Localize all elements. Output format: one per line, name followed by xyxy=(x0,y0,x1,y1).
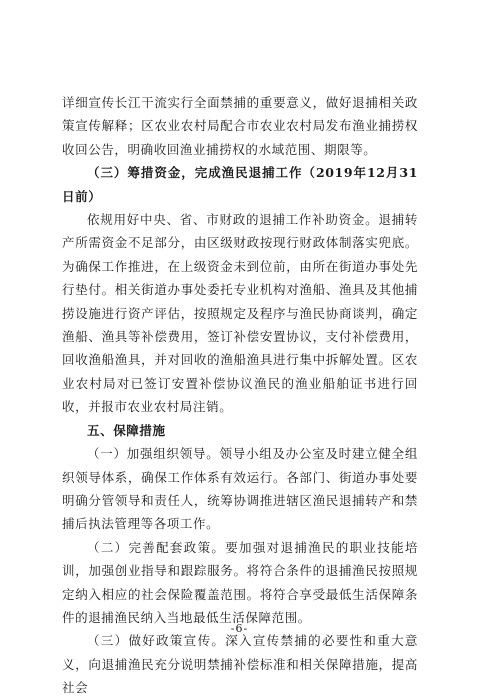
document-body xyxy=(62,91,418,700)
paragraph-publicity: （三）做好政策宣传。深入宣传禁捕的必要性和重大意义，向退捕渔民充分说明禁捕补偿标准和相关保障措施，提高社会 xyxy=(62,633,418,696)
section-heading-safeguards: 五、保障措施 xyxy=(87,422,166,438)
paragraph-publicity-continuation: 详细宣传长江干流实行全面禁捕的重要意义，做好退捕相关政策宣传解释；区农业农村局配合市农业农村局发布渔业捕捞权收回公告，明确收回渔业捕捞权的水域范围、期限等。 xyxy=(62,95,418,157)
page-number: -6- xyxy=(230,622,249,635)
paragraph-policy: （二）完善配套政策。要加强对退捕渔民的职业技能培训，加强创业指导和跟踪服务。将符合条件的退捕渔民按照规定纳入相应的社会保险覆盖范围。将符合享受最低生活保障条件的退捕渔民纳入当地最低生活保障范围。 xyxy=(62,539,418,625)
paragraph-funding: 依规用好中央、省、市财政的退捕工作补助资金。退捕转产所需资金不足部分，由区级财政按现行财政体制落实兜底。为确保工作推进，在上级资金未到位前，由所在街道办事处先行垫付。相关街道办事处委托专业机构对渔船、渔具及其他捕捞设施进行资产评估，按照规定及程序与渔民协商谈判，确定渔船、渔具等补偿费用，签订补偿安置协议，支付补偿费用，回收渔船渔具，并对回收的渔船渔具进行集中拆解处置。区农业农村局对已签订安置补偿协议渔民的渔业船舶证书进行回收，并报市农业农村局注销。 xyxy=(62,212,418,415)
subheading-funding: （三）筹措资金，完成渔民退捕工作（2019年12月31日前） xyxy=(62,165,418,204)
paragraph-organization: （一）加强组织领导。领导小组及办公室及时建立健全组织领导体系，确保工作体系有效运行。各部门、街道办事处要明确分管领导和责任人，统筹协调推进辖区渔民退捕转产和禁捕后执法管理等各项工作。 xyxy=(62,446,418,532)
